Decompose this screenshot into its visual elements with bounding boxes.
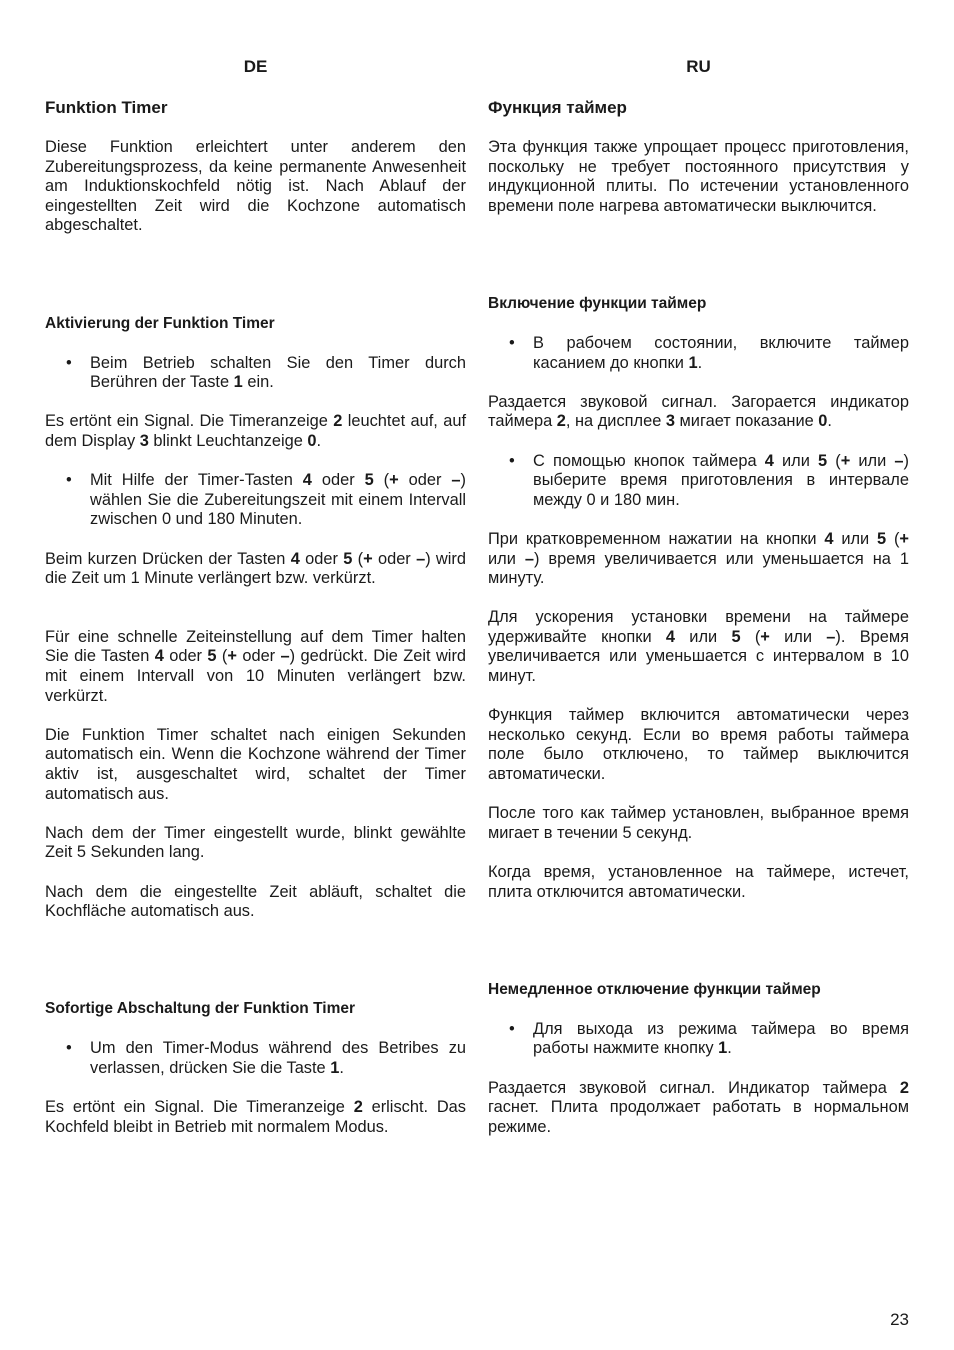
section-title: Функция таймер (488, 98, 627, 117)
bullet-icon: • (509, 451, 515, 470)
bullet-item: • Beim Betrieb schalten Sie den Timer durch Berühren der Taste 1 ein. (66, 353, 466, 392)
bullet-icon: • (509, 333, 515, 352)
bullet-icon: • (66, 1039, 72, 1058)
bullet-item: • Для выхода из режима таймера во время работы нажмите кнопку 1. (509, 1019, 909, 1058)
bullet-item: • С помощью кнопок таймера 4 или 5 (+ или –) выберите время приготовления в интервале между 0 и 180 мин. (509, 451, 909, 509)
fast-set-paragraph: Für eine schnelle Zeiteinstellung auf dem Timer halten Sie die Tasten 4 oder 5 (+ oder –) gedrückt. Die Zeit wird mit einem Intervall von 10 Minuten verlängert bzw. verkürzt. (45, 627, 467, 705)
column-de (45, 55, 466, 1157)
page-number: 23 (890, 1310, 909, 1329)
bullet-item: • В рабочем состоянии, включите таймер касанием до кнопки 1. (509, 333, 909, 372)
short-press-paragraph: При кратковременном нажатии на кнопки 4 или 5 (+ или –) время увеличивается или уменьшается на 1 минуту. (488, 529, 909, 588)
off-heading: Sofortige Abschaltung der Funktion Timer (45, 1000, 356, 1018)
column-ru (488, 55, 909, 1157)
fast-set-paragraph: Для ускорения установки времени на таймере удерживайте кнопки 4 или 5 (+ или –). Время увеличивается или уменьшается с интервалом в 10 минут. (488, 608, 910, 686)
section-title: Funktion Timer (45, 98, 168, 117)
bullet-item: • Um den Timer-Modus während des Betribes zu verlassen, drücken Sie die Taste 1. (66, 1039, 466, 1077)
activation-heading: Aktivierung der Funktion Timer (45, 314, 275, 332)
bullet-icon: • (66, 471, 72, 490)
language-label: DE (243, 57, 268, 76)
final-paragraph: Раздается звуковой сигнал. Индикатор таймера 2 гаснет. Плита продолжает работать в нормальном режиме. (488, 1078, 909, 1136)
blink-paragraph: После того как таймер установлен, выбранное время мигает в течении 5 секунд. (488, 804, 909, 842)
bullet-icon: • (509, 1019, 515, 1038)
end-paragraph: Когда время, установленное на таймере, истечет, плита отключится автоматически. (488, 863, 909, 901)
end-paragraph: Nach dem die eingestellte Zeit abläuft, schaltet die Kochfläche automatisch aus. (45, 882, 466, 921)
intro-paragraph: Diese Funktion erleichtert unter anderem den Zubereitungsprozess, da keine permanente Anwesenheit am Induktionskochfeld nötig ist. Nach Ablauf der eingestellten Zeit wird die Kochzone automatisch abgeschaltet. (45, 138, 466, 235)
short-press-paragraph: Beim kurzen Drücken der Tasten 4 oder 5 (+ oder –) wird die Zeit um 1 Minute verlängert bzw. verkürzt. (45, 549, 466, 588)
signal-paragraph: Раздается звуковой сигнал. Загорается индикатор таймера 2, на дисплее 3 мигает показание 0. (488, 392, 909, 431)
intro-paragraph: Эта функция также упрощает процесс приготовления, поскольку не требует постоянного присутствия у индукционной плиты. По истечении установленного времени поле нагрева автоматически выключится. (488, 138, 909, 215)
signal-paragraph: Es ertönt ein Signal. Die Timeranzeige 2 leuchtet auf, auf dem Display 3 blinkt Leuchtanzeige 0. (45, 412, 466, 450)
off-heading: Немедленное отключение функции таймер (488, 980, 821, 998)
auto-paragraph: Die Funktion Timer schaltet nach einigen Sekunden automatisch ein. Wenn die Kochzone während der Timer aktiv ist, ausgeschaltet wird, schaltet der Timer automatisch aus. (45, 725, 466, 803)
final-paragraph: Es ertönt ein Signal. Die Timeranzeige 2 erlischt. Das Kochfeld bleibt in Betrieb mit normalem Modus. (45, 1098, 466, 1136)
bullet-item: • Mit Hilfe der Timer-Tasten 4 oder 5 (+ oder –) wählen Sie die Zubereitungszeit mit einem Intervall zwischen 0 und 180 Minuten. (66, 471, 466, 529)
activation-heading: Включение функции таймер (488, 294, 707, 312)
language-label: RU (686, 57, 711, 76)
auto-paragraph: Функция таймер включится автоматически через несколько секунд. Если во время работы таймера поле было отключено, то таймер выключится автоматически. (488, 706, 909, 784)
blink-paragraph: Nach dem der Timer eingestellt wurde, blinkt gewählte Zeit 5 Sekunden lang. (45, 823, 466, 862)
bullet-icon: • (66, 353, 72, 372)
